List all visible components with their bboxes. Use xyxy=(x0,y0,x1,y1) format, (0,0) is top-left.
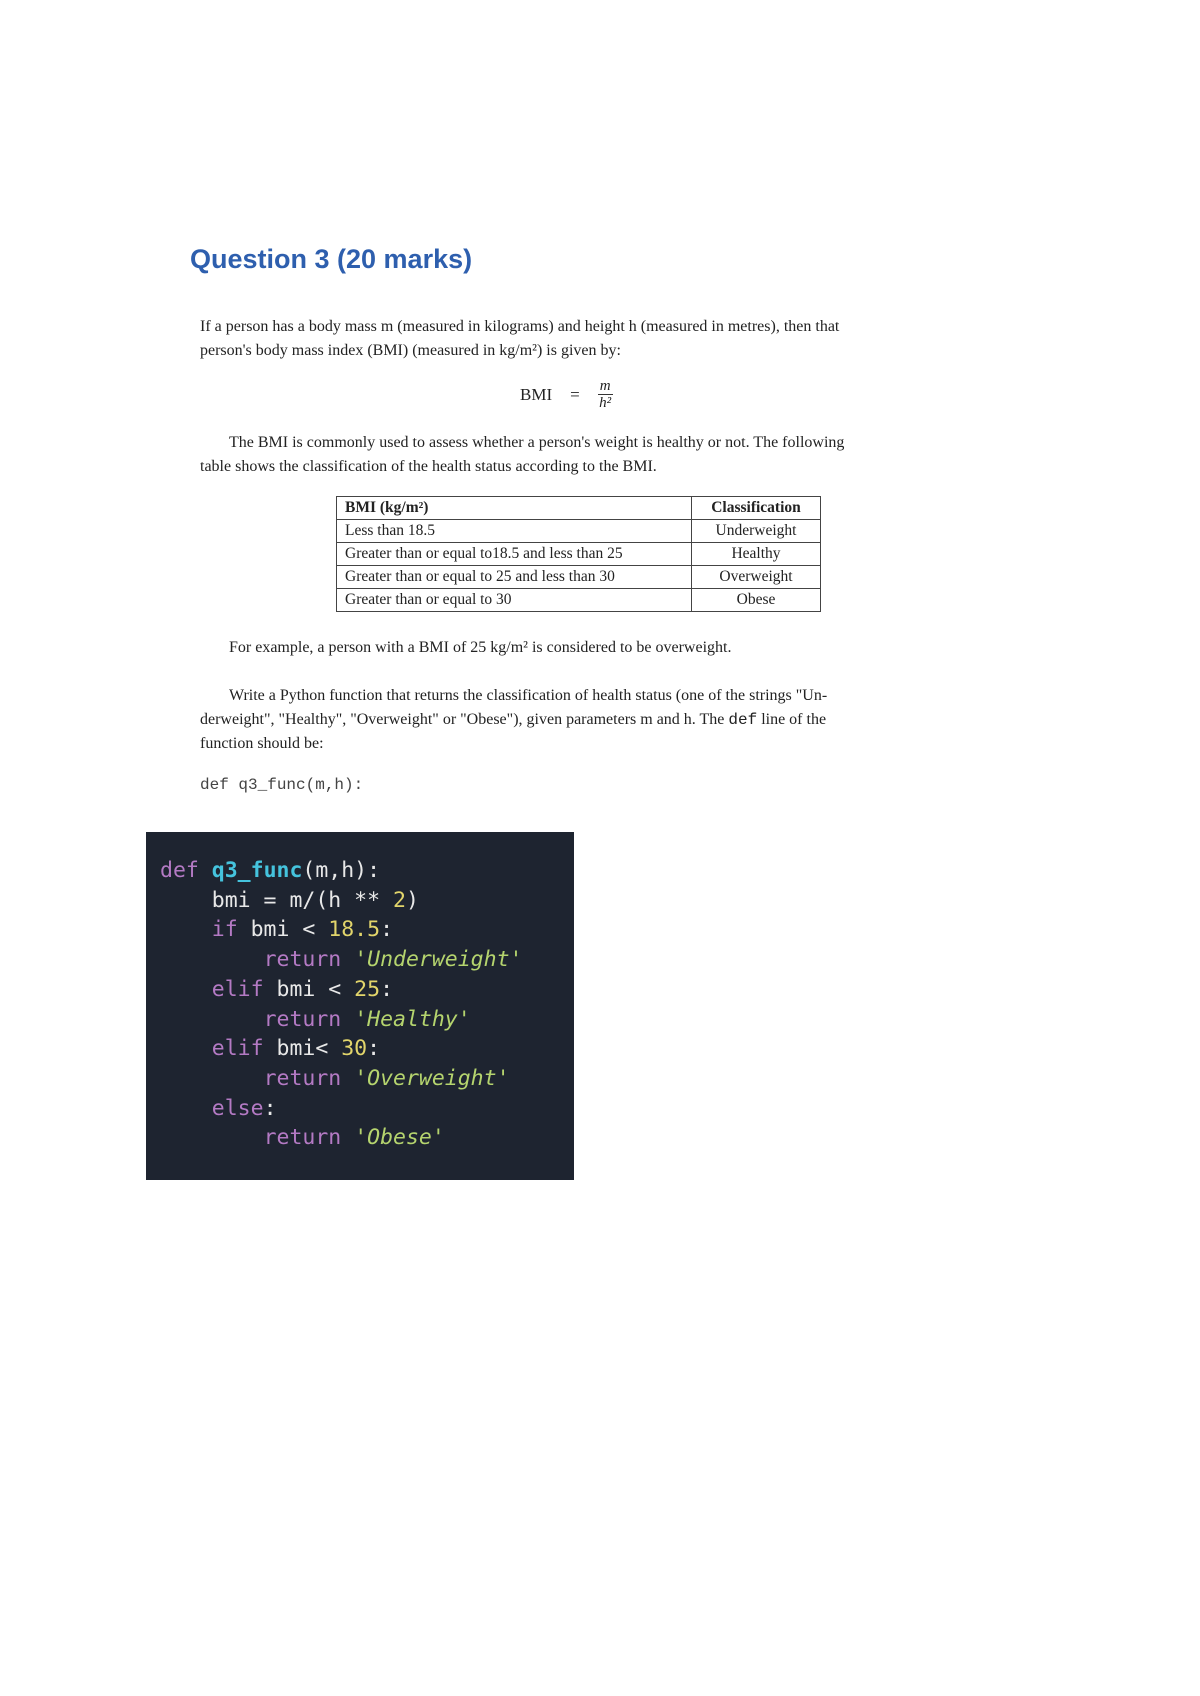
code-text: bmi < xyxy=(237,917,329,943)
text-line: The BMI is commonly used to assess whether a person's weight is healthy or not. The following xyxy=(229,434,845,451)
text-line: line of the xyxy=(757,711,827,728)
string: 'Overweight' xyxy=(354,1065,510,1091)
code-text: : xyxy=(380,917,394,943)
keyword: return xyxy=(263,1125,342,1151)
code-text: : xyxy=(380,976,394,1002)
formula-fraction xyxy=(598,378,613,411)
text-line: If a person has a body mass m (measured in kilograms) and height h (measured in metres), then that xyxy=(200,318,840,335)
classification: Obese xyxy=(692,589,821,612)
number: 2 xyxy=(393,887,406,913)
numerator: m xyxy=(599,378,611,394)
example-text: For example, a person with a BMI of 25 kg/m² is considered to be overweight. xyxy=(229,639,732,656)
header-classification: Classification xyxy=(692,497,821,520)
table-row xyxy=(337,543,821,566)
text-line: Write a Python function that returns the classification of health status (one of the strings "Un- xyxy=(229,687,828,704)
code-text: ) xyxy=(405,887,419,913)
formula-equals: = xyxy=(570,384,580,404)
header-bmi: BMI (kg/m²) xyxy=(337,497,692,520)
classification: Overweight xyxy=(692,566,821,589)
question-title: Question 3 (20 marks) xyxy=(190,244,473,274)
code-text: (m,h): xyxy=(302,858,381,883)
keyword: return xyxy=(263,1065,342,1091)
keyword: return xyxy=(263,947,342,973)
bmi-range: Less than 18.5 xyxy=(337,520,692,543)
bmi-range: Greater than or equal to 30 xyxy=(337,589,692,612)
inline-code: def xyxy=(728,711,758,729)
code-text: bmi< xyxy=(263,1036,342,1062)
keyword: elif xyxy=(211,1036,264,1062)
formula-lhs: BMI xyxy=(520,384,553,404)
code-text: bmi = m/(h ** xyxy=(211,887,393,913)
function-name: q3_func xyxy=(211,858,303,883)
classification: Underweight xyxy=(692,520,821,543)
code-block xyxy=(160,856,522,1153)
code-text: : xyxy=(263,1095,277,1121)
table-row xyxy=(337,520,821,543)
string: 'Obese' xyxy=(354,1125,445,1151)
bmi-formula xyxy=(520,378,613,411)
code-snippet xyxy=(146,832,574,1180)
classification: Healthy xyxy=(692,543,821,566)
text-line: derweight", "Healthy", "Overweight" or "Obese"), given parameters m and h. The xyxy=(200,711,729,728)
number: 30 xyxy=(341,1036,368,1062)
number: 18.5 xyxy=(328,917,381,943)
code-text: bmi < xyxy=(263,976,355,1002)
keyword: elif xyxy=(211,976,264,1002)
text-line: table shows the classification of the health status according to the BMI. xyxy=(200,458,657,475)
bmi-range: Greater than or equal to18.5 and less than 25 xyxy=(337,543,692,566)
keyword: def xyxy=(160,858,199,883)
bmi-usage-paragraph xyxy=(200,431,955,479)
text-line: person's body mass index (BMI) (measured in kg/m²) is given by: xyxy=(200,342,621,359)
keyword: if xyxy=(211,917,238,943)
code-text: : xyxy=(367,1036,381,1062)
bmi-classification-table xyxy=(336,496,821,612)
string: 'Healthy' xyxy=(354,1006,471,1032)
task-paragraph xyxy=(200,684,955,756)
keyword: else xyxy=(211,1095,264,1121)
bmi-range: Greater than or equal to 25 and less than 30 xyxy=(337,566,692,589)
table-row xyxy=(337,589,821,612)
intro-paragraph xyxy=(200,315,955,363)
table-header-row xyxy=(337,497,821,520)
number: 25 xyxy=(354,976,381,1002)
def-line: def q3_func(m,h): xyxy=(200,776,364,794)
keyword: return xyxy=(263,1006,342,1032)
denominator: h² xyxy=(599,395,612,411)
text-line: function should be: xyxy=(200,735,324,752)
table-row xyxy=(337,566,821,589)
string: 'Underweight' xyxy=(354,947,523,973)
